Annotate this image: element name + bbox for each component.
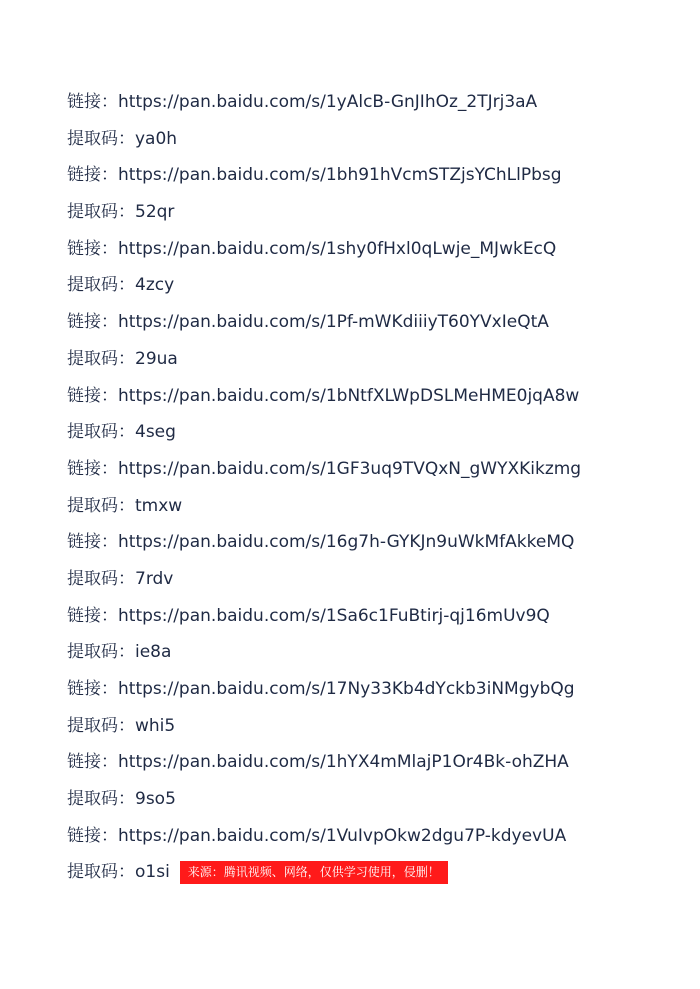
link-label: 链接： [67, 532, 118, 553]
link-line-6 [67, 457, 687, 494]
link-line-1 [67, 90, 687, 127]
extraction-code: o1si [135, 862, 170, 883]
extraction-code: ya0h [135, 128, 178, 149]
link-line-7 [67, 530, 687, 567]
share-link[interactable]: https://pan.baidu.com/s/1yAlcB-GnJIhOz_2TJrj3aA [118, 92, 538, 112]
code-line-9 [67, 714, 687, 751]
code-line-2 [67, 200, 687, 237]
code-label: 提取码： [67, 715, 135, 736]
extraction-code: 29ua [135, 348, 178, 369]
link-line-2 [67, 163, 687, 200]
link-line-4 [67, 310, 687, 347]
link-label: 链接： [67, 312, 118, 333]
link-line-11 [67, 824, 687, 861]
share-link[interactable]: https://pan.baidu.com/s/17Ny33Kb4dYckb3iNMgybQg [118, 679, 575, 699]
link-line-9 [67, 677, 687, 714]
link-label: 链接： [67, 238, 118, 259]
extraction-code: tmxw [135, 495, 183, 516]
link-label: 链接： [67, 92, 118, 112]
link-label: 链接： [67, 458, 118, 479]
link-line-10 [67, 750, 687, 787]
share-link[interactable]: https://pan.baidu.com/s/1bNtfXLWpDSLMeHME0jqA8w [118, 385, 580, 406]
extraction-code: 4seg [135, 422, 176, 443]
code-label: 提取码： [67, 495, 135, 516]
share-link[interactable]: https://pan.baidu.com/s/1VuIvpOkw2dgu7P-kdyevUA [118, 825, 567, 846]
code-label: 提取码： [67, 128, 135, 149]
code-line-1 [67, 127, 687, 164]
link-line-3 [67, 237, 687, 274]
source-notice-badge: 来源：腾讯视频、网络，仅供学习使用，侵删！ [180, 861, 448, 884]
link-line-8 [67, 604, 687, 641]
extraction-code: whi5 [135, 715, 176, 736]
link-label: 链接： [67, 385, 118, 406]
code-line-8 [67, 640, 687, 677]
share-link[interactable]: https://pan.baidu.com/s/1GF3uq9TVQxN_gWYXKikzmg [118, 458, 582, 479]
code-line-4 [67, 347, 687, 384]
extraction-code: ie8a [135, 642, 172, 663]
link-label: 链接： [67, 752, 118, 773]
extraction-code: 9so5 [135, 789, 176, 810]
code-line-3 [67, 273, 687, 310]
link-line-5 [67, 384, 687, 421]
code-label: 提取码： [67, 202, 135, 223]
code-line-7 [67, 567, 687, 604]
share-link[interactable]: https://pan.baidu.com/s/1hYX4mMlajP1Or4Bk-ohZHA [118, 752, 569, 773]
extraction-code: 4zcy [135, 275, 175, 296]
share-link[interactable]: https://pan.baidu.com/s/1Sa6c1FuBtirj-qj16mUv9Q [118, 605, 550, 626]
link-label: 链接： [67, 679, 118, 699]
link-label: 链接： [67, 825, 118, 846]
extraction-code: 7rdv [135, 568, 174, 589]
share-link[interactable]: https://pan.baidu.com/s/1bh91hVcmSTZjsYChLlPbsg [118, 165, 562, 186]
link-label: 链接： [67, 165, 118, 186]
code-label: 提取码： [67, 275, 135, 296]
code-line-5 [67, 420, 687, 457]
code-label: 提取码： [67, 789, 135, 810]
code-label: 提取码： [67, 862, 135, 883]
share-link[interactable]: https://pan.baidu.com/s/1Pf-mWKdiiiyT60YVxIeQtA [118, 312, 549, 333]
code-label: 提取码： [67, 348, 135, 369]
link-label: 链接： [67, 605, 118, 626]
code-line-11 [67, 860, 687, 897]
link-list [67, 90, 687, 897]
share-link[interactable]: https://pan.baidu.com/s/1shy0fHxl0qLwje_MJwkEcQ [118, 238, 557, 259]
code-label: 提取码： [67, 642, 135, 663]
extraction-code: 52qr [135, 202, 175, 223]
code-label: 提取码： [67, 568, 135, 589]
share-link[interactable]: https://pan.baidu.com/s/16g7h-GYKJn9uWkMfAkkeMQ [118, 532, 575, 553]
code-line-6 [67, 494, 687, 531]
code-line-10 [67, 787, 687, 824]
code-label: 提取码： [67, 422, 135, 443]
